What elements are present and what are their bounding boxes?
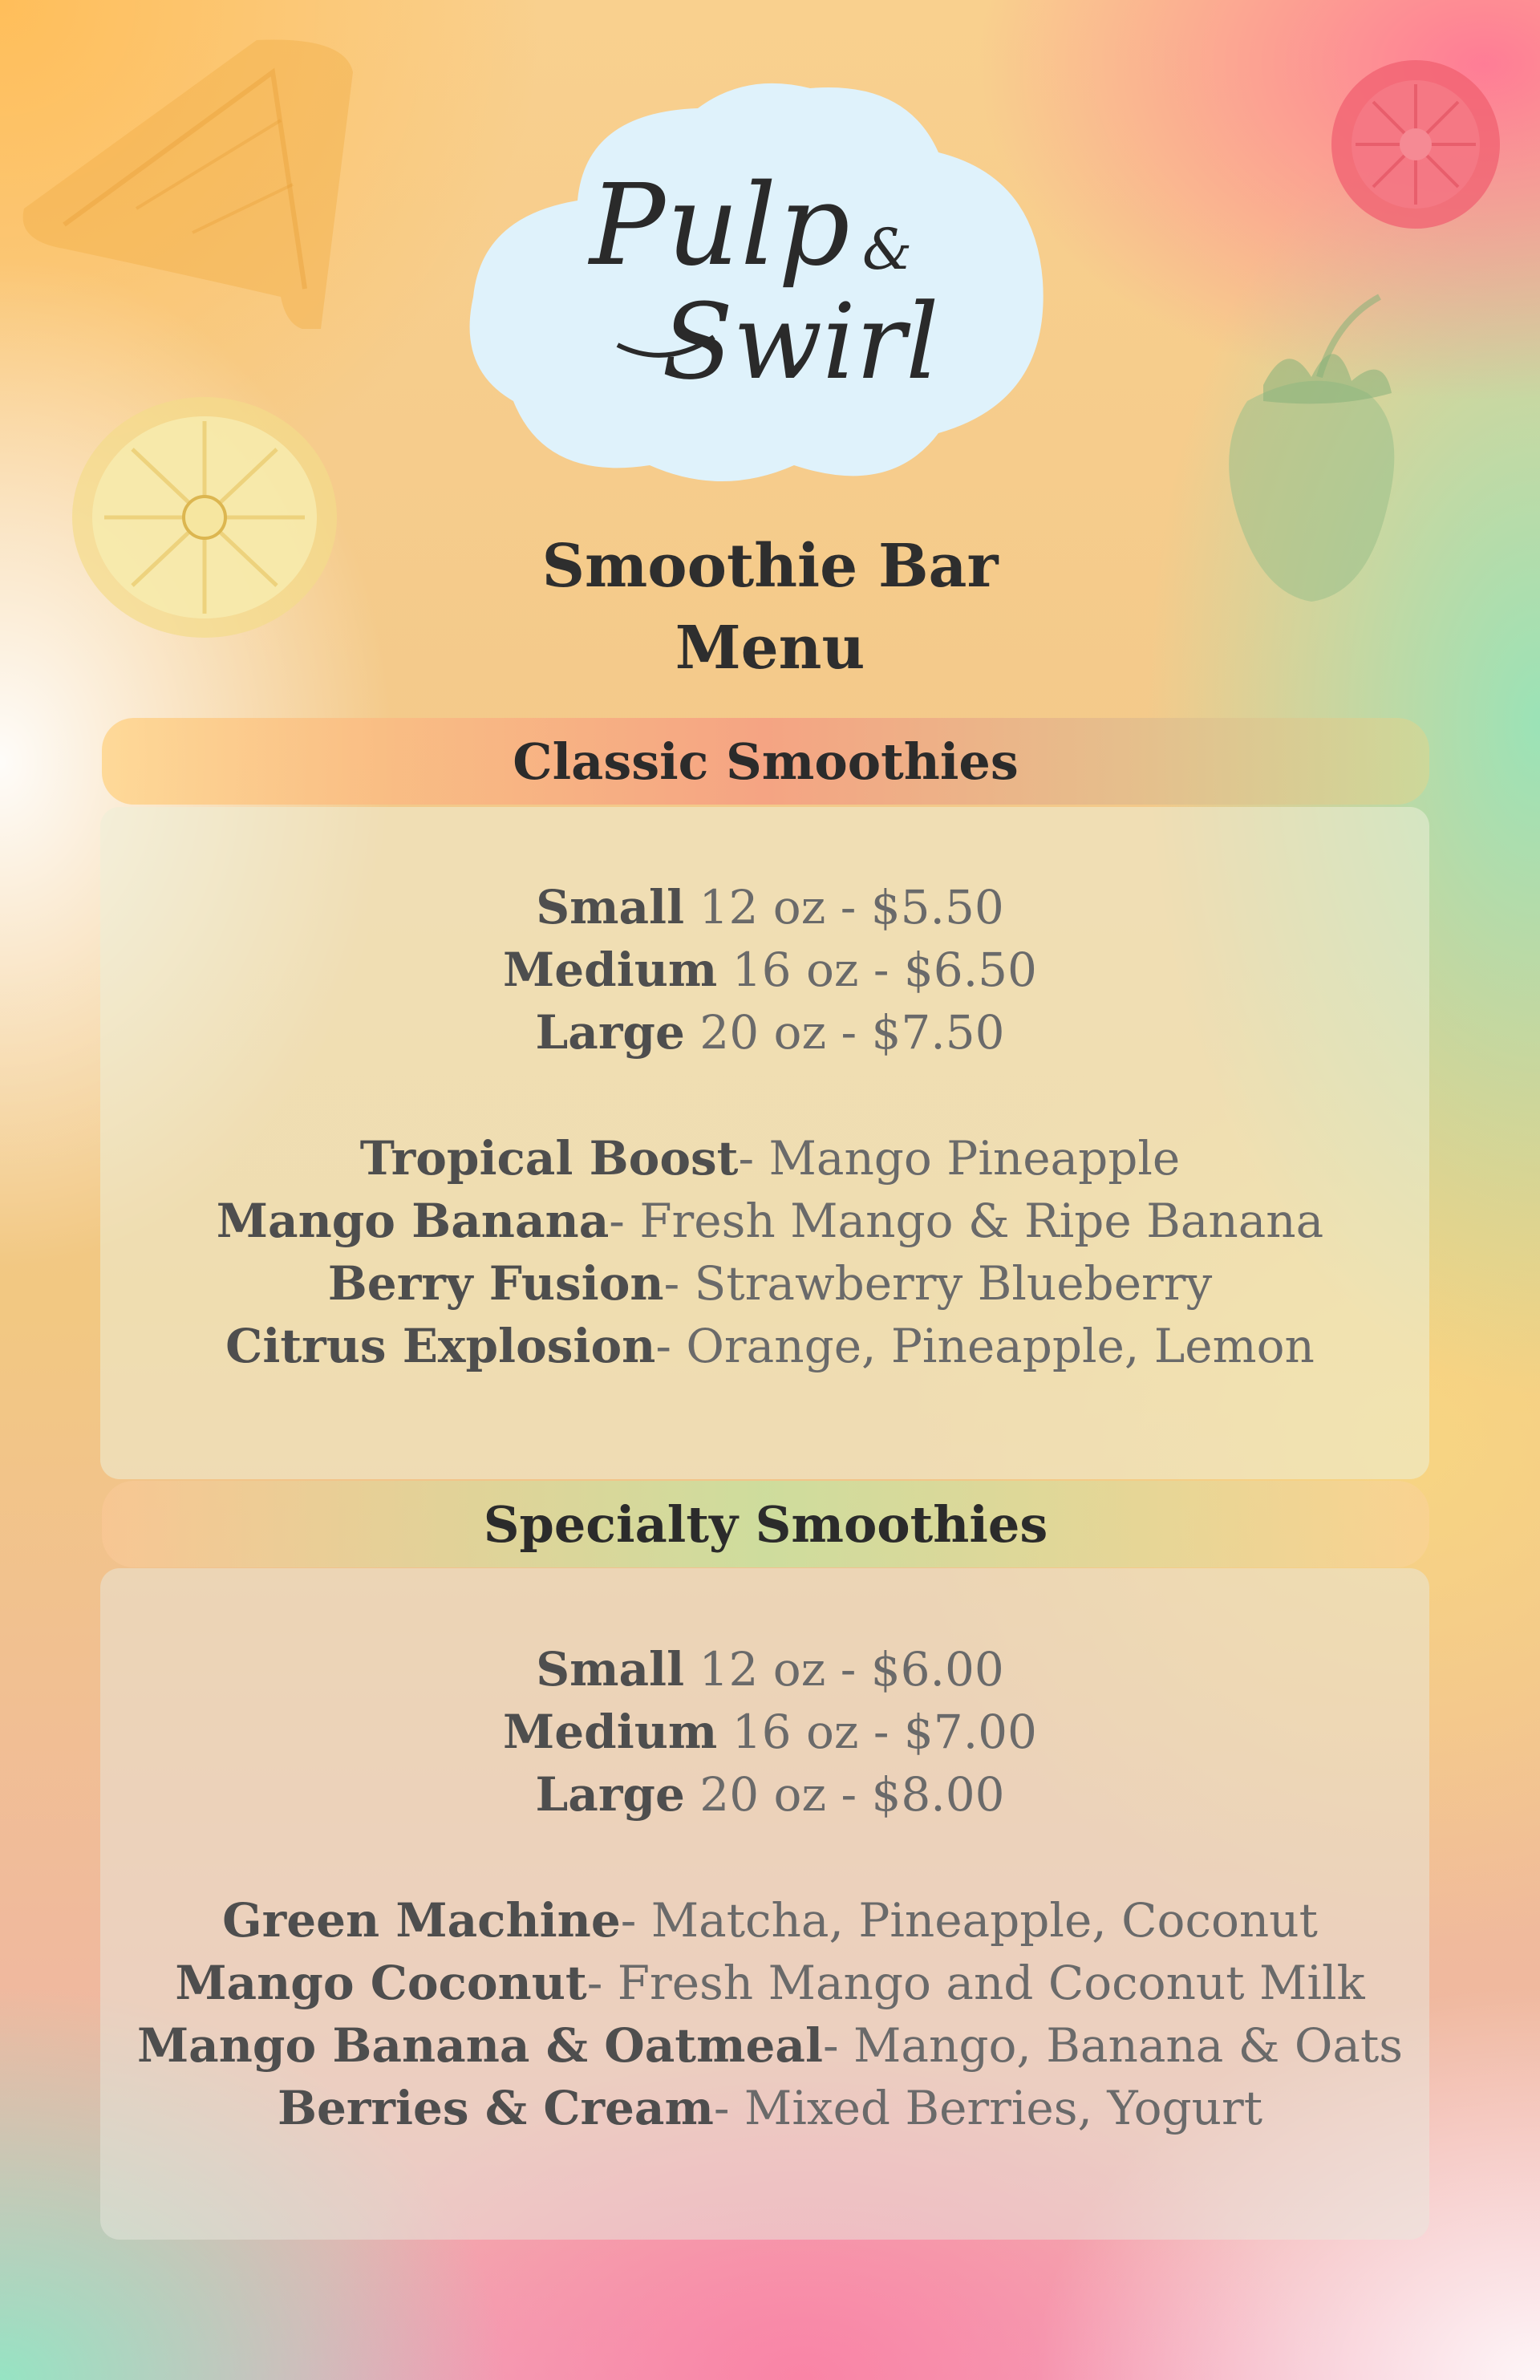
item-desc: - Fresh Mango & Ripe Banana [609,1194,1324,1248]
size-detail: 20 oz - $7.50 [684,1005,1005,1060]
brand-name-line2: Swirl [662,281,939,403]
item-name: Tropical Boost [359,1131,739,1186]
menu-item [0,1252,1540,1315]
size-row [0,939,1540,1001]
size-name: Small [536,880,685,935]
menu-item [0,1952,1540,2014]
size-detail: 20 oz - $8.00 [684,1767,1005,1822]
size-list-classic [0,876,1540,1064]
item-list-specialty [0,1889,1540,2139]
item-desc: - Strawberry Blueberry [663,1256,1213,1311]
section-heading-classic: Classic Smoothies [102,718,1429,805]
item-list-classic [0,1127,1540,1377]
item-name: Mango Coconut [175,1956,587,2010]
size-name: Medium [503,943,718,997]
pineapple-slice-icon [16,24,361,329]
item-name: Mango Banana [216,1194,610,1248]
menu-item [0,1889,1540,1952]
size-row [0,1763,1540,1826]
size-detail: 16 oz - $7.00 [717,1705,1037,1759]
item-desc: - Fresh Mango and Coconut Milk [586,1956,1365,2010]
menu-item [0,1127,1540,1190]
item-name: Citrus Explosion [225,1319,656,1373]
menu-item [0,2077,1540,2139]
size-name: Medium [503,1705,718,1759]
menu-item [0,2014,1540,2077]
size-name: Large [535,1005,685,1060]
size-name: Small [536,1642,685,1697]
item-name: Mango Banana & Oatmeal [136,2018,823,2073]
size-list-specialty [0,1638,1540,1826]
item-name: Berry Fusion [327,1256,664,1311]
brand-ampersand: & [862,217,913,282]
dragonfruit-slice-icon [1327,56,1504,233]
brand-name-line1: Pulp [590,160,852,291]
item-name: Green Machine [222,1893,621,1948]
page-title [0,525,1540,689]
size-row [0,876,1540,939]
menu-item [0,1190,1540,1252]
item-desc: - Mango Pineapple [738,1131,1181,1186]
title-line1: Smoothie Bar [541,532,999,601]
brand-logo [457,64,1051,497]
item-desc: - Mango, Banana & Oats [822,2018,1404,2073]
size-row [0,1001,1540,1064]
item-name: Berries & Cream [277,2081,714,2135]
size-row [0,1638,1540,1701]
size-row [0,1701,1540,1763]
size-name: Large [535,1767,685,1822]
section-heading-specialty: Specialty Smoothies [102,1481,1429,1567]
size-detail: 12 oz - $6.00 [684,1642,1004,1697]
menu-item [0,1315,1540,1377]
title-line2: Menu [675,614,865,683]
item-desc: - Orange, Pineapple, Lemon [655,1319,1315,1373]
size-detail: 12 oz - $5.50 [684,880,1004,935]
item-desc: - Matcha, Pineapple, Coconut [620,1893,1318,1948]
size-detail: 16 oz - $6.50 [717,943,1037,997]
item-desc: - Mixed Berries, Yogurt [713,2081,1263,2135]
